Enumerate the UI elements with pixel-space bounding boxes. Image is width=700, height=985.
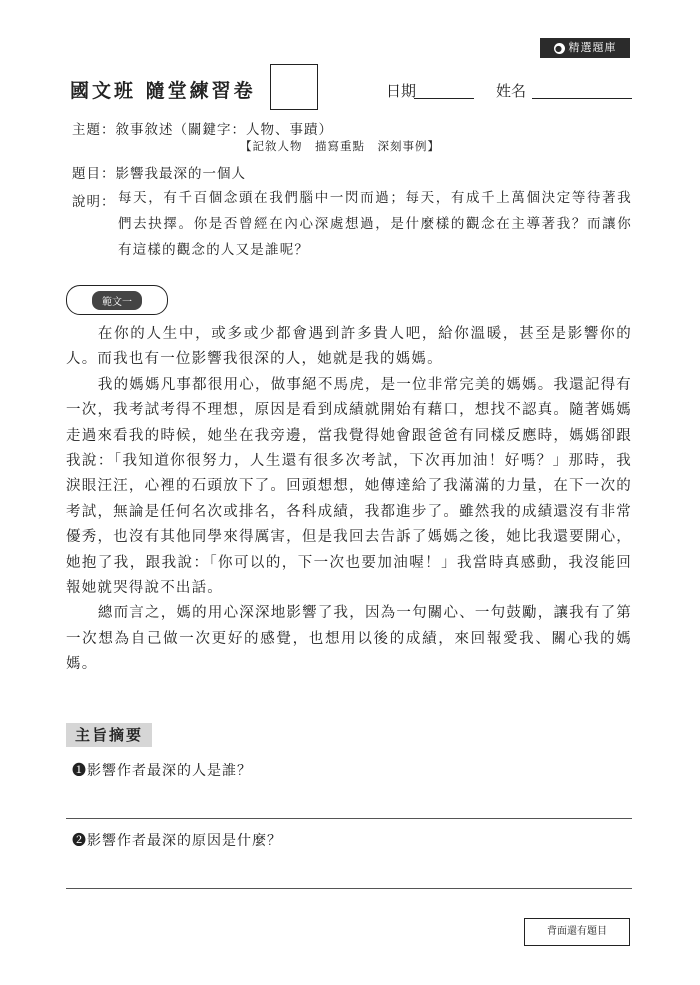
instructions-text: 每天，有千百個念頭在我們腦中一閃而過；每天，有成千上萬個決定等待著我們去抉擇。你是否曾經在內心深處想過，是什麼樣的觀念在主導著我？而讓你有這樣的觀念的人又是誰呢？ (118, 190, 632, 258)
brand-text: 精選題庫 (568, 41, 617, 54)
topic-label: 題目： (72, 166, 116, 182)
instructions-label: 說明： (72, 194, 116, 210)
theme-value: 敘事敘述（關鍵字：人物、事蹟） (115, 122, 333, 138)
date-label: 日期 (386, 82, 417, 100)
score-box (270, 64, 318, 110)
theme-subtitle: 【記敘人物 描寫重點 深刻事例】 (240, 139, 440, 153)
next-page-box: 背面還有題目 (524, 918, 630, 946)
summary-question-1: ❶影響作者最深的人是誰？ (72, 763, 252, 779)
essay-paragraph-2: 我的媽媽凡事都很用心，做事絕不馬虎，是一位非常完美的媽媽。我還記得有一次，我考試考得不理想，原因是看到成績就開始有藉口，想找不認真。隨著媽媽走過來看我的時候，她坐在我旁邊，當我覺得她會跟爸爸有同樣反應時，媽媽卻跟我說：「我知道你很努力，人生還有很多次考試，下次再加油！好嗎？」那時，我淚眼汪汪，心裡的石頭放下了。回頭想想，她傳達給了我滿滿的力量，在下一次的考試，無論是任何名次或排名，各科成績，我都進步了。雖然我的成績還沒有非常優秀，也沒有其他同學來得厲害，但是我回去告訴了媽媽之後，她比我還要開心，她抱了我，跟我說：「你可以的，下一次也要加油喔！」我當時真感動，我沒能回報她就哭得說不出話。 (66, 376, 632, 597)
brand-badge (540, 38, 630, 58)
topic-value: 影響我最深的一個人 (115, 166, 246, 182)
sample-essay-label: 範文一 (92, 291, 142, 310)
essay-body (66, 322, 632, 678)
name-field[interactable] (532, 98, 632, 99)
essay-paragraph-3: 總而言之，媽的用心深深地影響了我，因為一句關心、一句鼓勵，讓我有了第一次想為自己做一次更好的感覺，也想用以後的成績，來回報愛我、關心我的媽媽。 (66, 605, 632, 673)
answer-line-2[interactable] (66, 888, 632, 889)
worksheet-title: 國文班 隨堂練習卷 (70, 80, 256, 102)
theme-label: 主題： (72, 122, 116, 138)
date-field[interactable] (414, 98, 474, 99)
essay-paragraph-1: 在你的人生中，或多或少都會遇到許多貴人吧，給你溫暖，甚至是影響你的人。而我也有一位影響我很深的人，她就是我的媽媽。 (66, 326, 632, 368)
topic-row (72, 162, 246, 182)
summary-section-label: 主旨摘要 (66, 723, 152, 747)
sample-essay-tag (66, 285, 168, 315)
name-label: 姓名 (496, 82, 527, 100)
summary-question-2: ❷影響作者最深的原因是什麼？ (72, 833, 282, 849)
theme-row (72, 118, 333, 138)
brand-logo-icon: ● (555, 43, 563, 53)
answer-line-1[interactable] (66, 818, 632, 819)
